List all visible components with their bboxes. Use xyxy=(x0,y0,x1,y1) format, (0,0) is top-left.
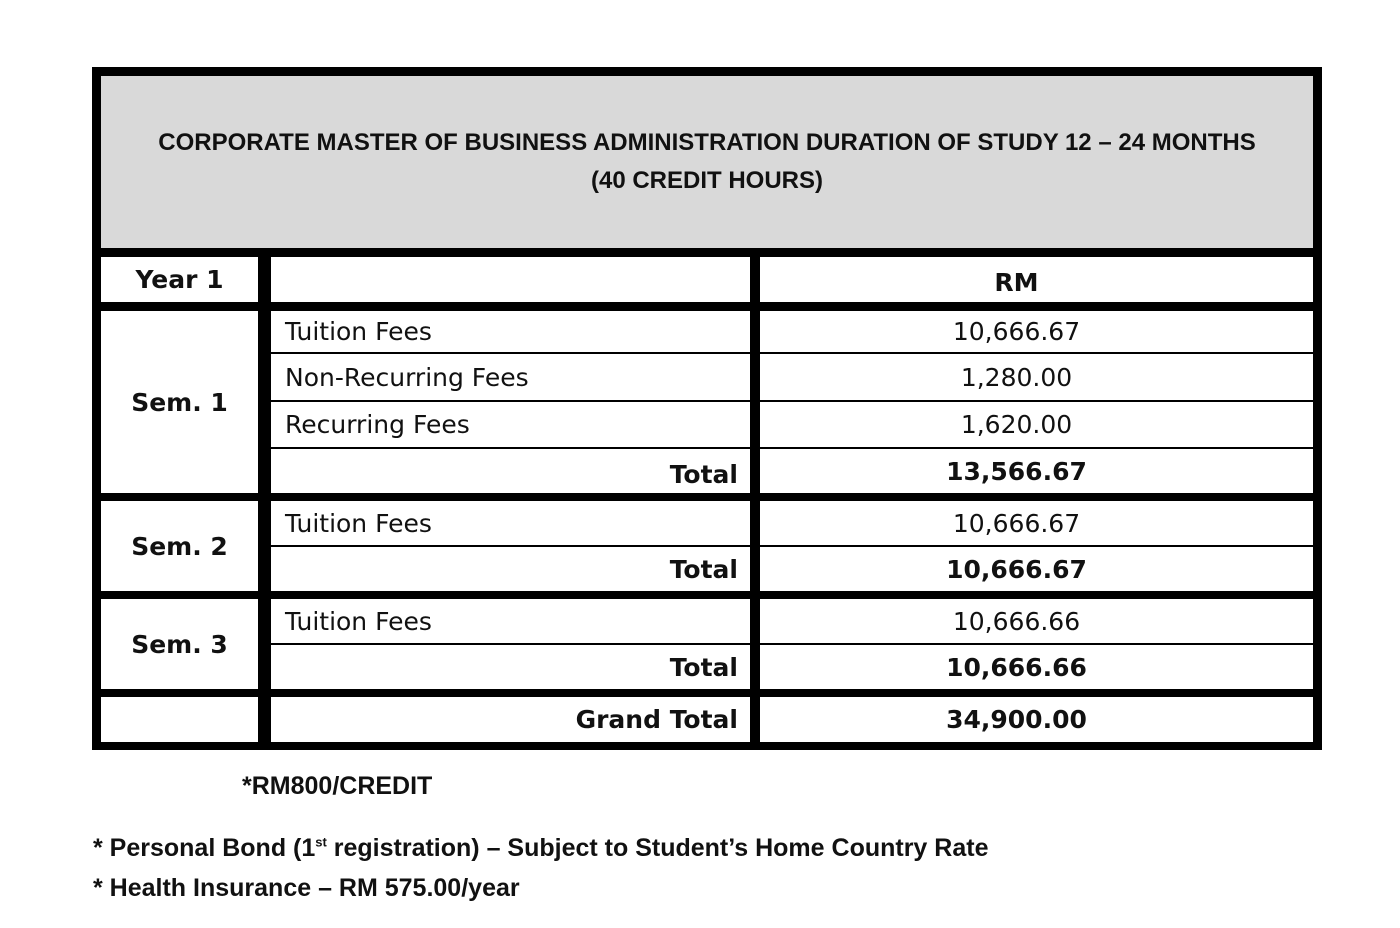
health-insurance-note: * Health Insurance – RM 575.00/year xyxy=(93,874,520,902)
sem-3-amount-tuition: 10,666.66 xyxy=(760,599,1313,643)
sem-1-item-non-recurring: Non-Recurring Fees xyxy=(271,354,750,400)
sem-1-total-label: Total xyxy=(271,449,750,493)
table-title-line-1: CORPORATE MASTER OF BUSINESS ADMINISTRATION DURATION OF STUDY 12 – 24 MONTHS xyxy=(158,129,1256,156)
sem-1-amount-tuition: 10,666.67 xyxy=(760,311,1313,352)
sem-3-label: Sem. 3 xyxy=(101,599,258,689)
sem-2-label: Sem. 2 xyxy=(101,501,258,591)
sem-2-total-label: Total xyxy=(271,547,750,591)
sem-1-item-tuition: Tuition Fees xyxy=(271,311,750,352)
personal-bond-suffix: registration) – Subject to Student’s Home Country Rate xyxy=(326,834,989,862)
sem-3-total-label: Total xyxy=(271,645,750,689)
grand-total: 34,900.00 xyxy=(760,697,1313,742)
sem-1-item-recurring: Recurring Fees xyxy=(271,402,750,447)
sem-1-amount-recurring: 1,620.00 xyxy=(760,402,1313,447)
credit-rate-note: *RM800/CREDIT xyxy=(242,772,433,800)
year-header: Year 1 xyxy=(101,257,258,302)
sem-2-total: 10,666.67 xyxy=(760,547,1313,591)
currency-header: RM xyxy=(760,257,1313,302)
personal-bond-prefix: * Personal Bond (1 xyxy=(93,834,316,862)
table-title-line-2: (40 CREDIT HOURS) xyxy=(590,167,824,194)
table-title xyxy=(101,76,1313,248)
sem-1-amount-non-recurring: 1,280.00 xyxy=(760,354,1313,400)
fee-table xyxy=(92,67,1322,750)
grand-total-blank xyxy=(101,697,258,742)
sem-1-total: 13,566.67 xyxy=(760,449,1313,493)
item-header xyxy=(271,257,750,302)
sem-3-total: 10,666.66 xyxy=(760,645,1313,689)
sem-1-label: Sem. 1 xyxy=(101,311,258,493)
sem-2-item-tuition: Tuition Fees xyxy=(271,501,750,545)
personal-bond-superscript: st xyxy=(315,834,327,850)
sem-3-item-tuition: Tuition Fees xyxy=(271,599,750,643)
grand-total-label: Grand Total xyxy=(271,697,750,742)
personal-bond-note xyxy=(93,834,988,863)
sem-2-amount-tuition: 10,666.67 xyxy=(760,501,1313,545)
